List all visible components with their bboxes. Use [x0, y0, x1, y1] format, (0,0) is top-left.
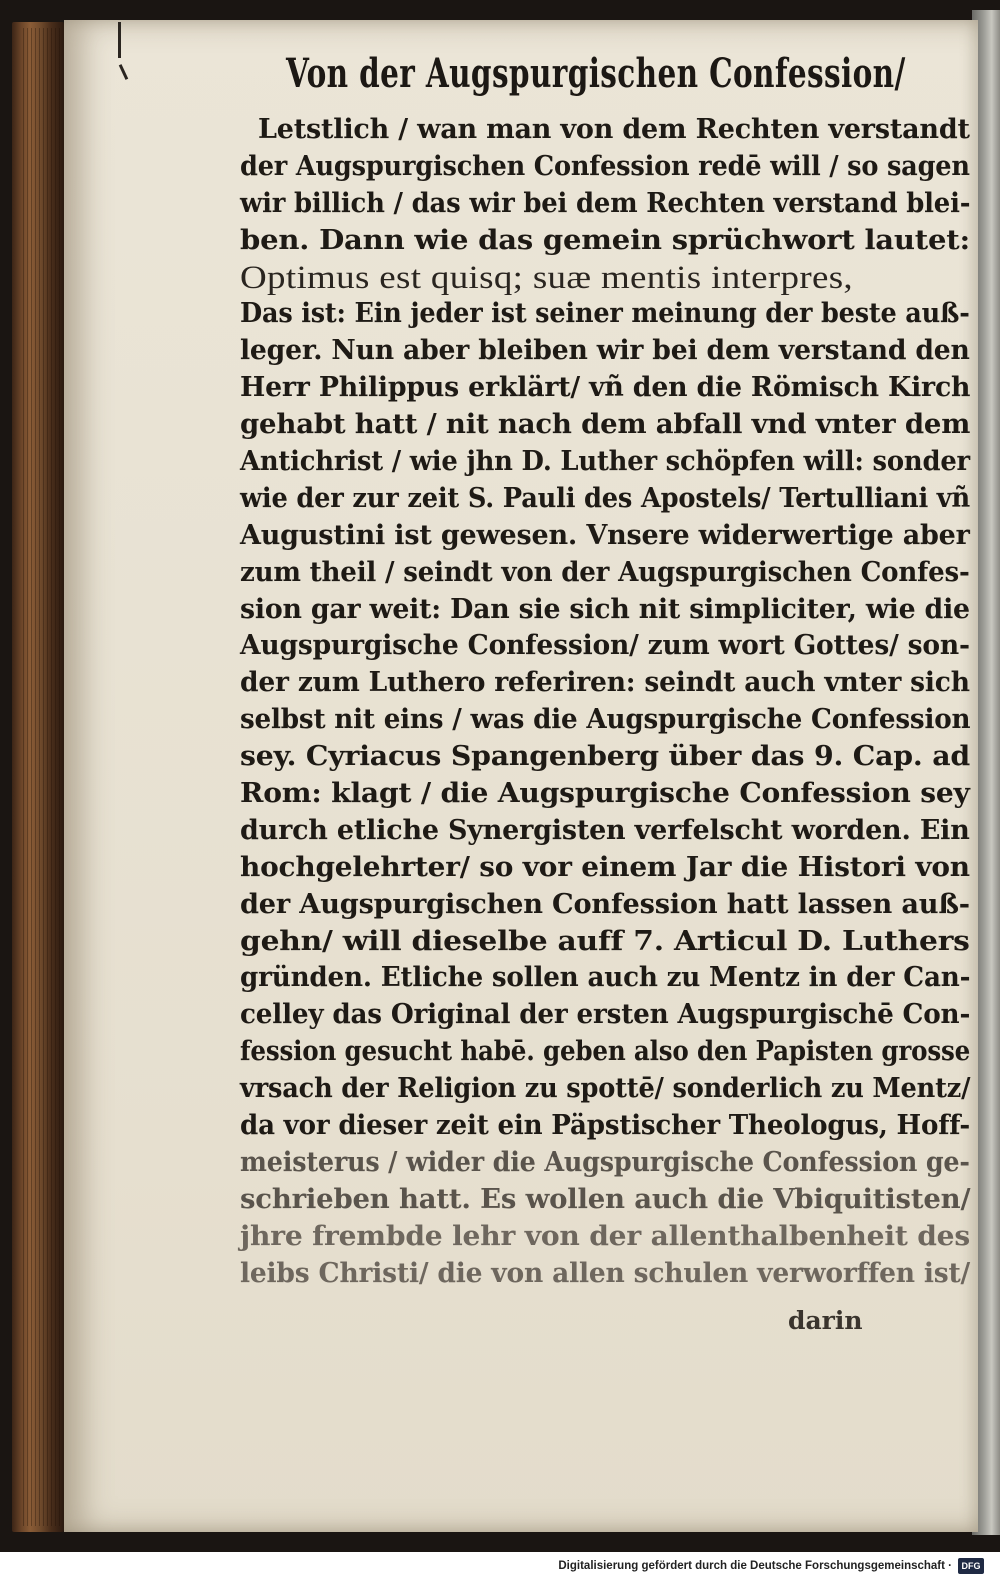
pencil-mark [118, 22, 121, 58]
book-page-edges [20, 28, 60, 1526]
text-line: celley das Original der ersten Augspurgischē Con- [240, 999, 971, 1031]
text-line: der Augspurgischen Confession hatt lassen auß- [240, 888, 970, 920]
text-line: vrsach der Religion zu spottē/ sonderlich zu Mentz/ [240, 1073, 971, 1105]
text-line: Augspurgische Confession/ zum wort Gottes/ son- [240, 630, 970, 662]
text-line: Antichrist / wie jhn D. Luther schöpfen will: sonder [240, 446, 970, 478]
body-text [240, 112, 970, 1293]
text-line: schrieben hatt. Es wollen auch die Vbiquitisten/ [240, 1183, 971, 1215]
text-line: meisterus / wider die Augspurgische Confession ge- [240, 1146, 970, 1178]
text-line: Augustini ist gewesen. Vnsere widerwertige aber [240, 519, 970, 551]
text-line: durch etliche Synergisten verfelscht worden. Ein [240, 814, 970, 846]
text-line: Letstlich / wan man von dem Rechten verstandt [258, 114, 970, 145]
text-line: gründen. Etliche sollen auch zu Mentz in der Can- [240, 962, 971, 994]
text-line: zum theil / seindt von der Augspurgischen Confes- [240, 556, 970, 588]
text-line: fession gesucht habē. geben also den Papisten grosse [240, 1036, 971, 1068]
text-line: Herr Philippus erklärt/ vñ den die Römisch Kirch [240, 372, 971, 404]
dfg-logo: DFG [958, 1558, 984, 1574]
footer-bar [0, 1552, 1000, 1584]
text-line: da vor dieser zeit ein Päpstischer Theologus, Hoff- [240, 1110, 971, 1142]
text-line: der Augspurgischen Confession redē will / so sagen [240, 150, 970, 182]
text-line: ben. Dann wie das gemein sprüchwort lautet: [240, 224, 970, 256]
funding-credit: Digitalisierung gefördert durch die Deutsche Forschungsgemeinschaft · [558, 1560, 952, 1572]
text-line: hochgelehrter/ so vor einem Jar die Histori von [240, 851, 970, 883]
text-line: jhre frembde lehr von der allenthalbenheit des [240, 1220, 971, 1252]
text-line: leger. Nun aber bleiben wir bei dem verstand den [240, 335, 970, 367]
text-line: sion gar weit: Dan sie sich nit simpliciter, wie die [240, 593, 970, 625]
text-line: der zum Luthero referiren: seindt auch vnter sich [240, 667, 970, 699]
text-line: Rom: klagt / die Augspurgische Confession sey [240, 778, 970, 810]
text-line: wir billich / das wir bei dem Rechten verstand blei- [240, 187, 971, 219]
running-header: Von der Augspurgischen Confession/ [286, 50, 906, 97]
text-line: gehabt hatt / nit nach dem abfall vnd vnter dem [240, 409, 971, 441]
text-line: Das ist: Ein jeder ist seiner meinung der beste auß- [240, 298, 970, 330]
latin-quote-line: Optimus est quisq; suæ mentis interpres, [240, 259, 854, 296]
text-line: leibs Christi/ die von allen schulen verworffen ist/ [240, 1257, 971, 1289]
catchword: darin [788, 1306, 863, 1335]
text-line: gehn/ will dieselbe auff 7. Articul D. Luthers [240, 925, 970, 957]
text-line: selbst nit eins / was die Augspurgische Confession [240, 704, 971, 736]
text-line: sey. Cyriacus Spangenberg über das 9. Cap. ad [240, 741, 971, 773]
text-line: wie der zur zeit S. Pauli des Apostels/ Tertulliani vñ [240, 482, 970, 514]
